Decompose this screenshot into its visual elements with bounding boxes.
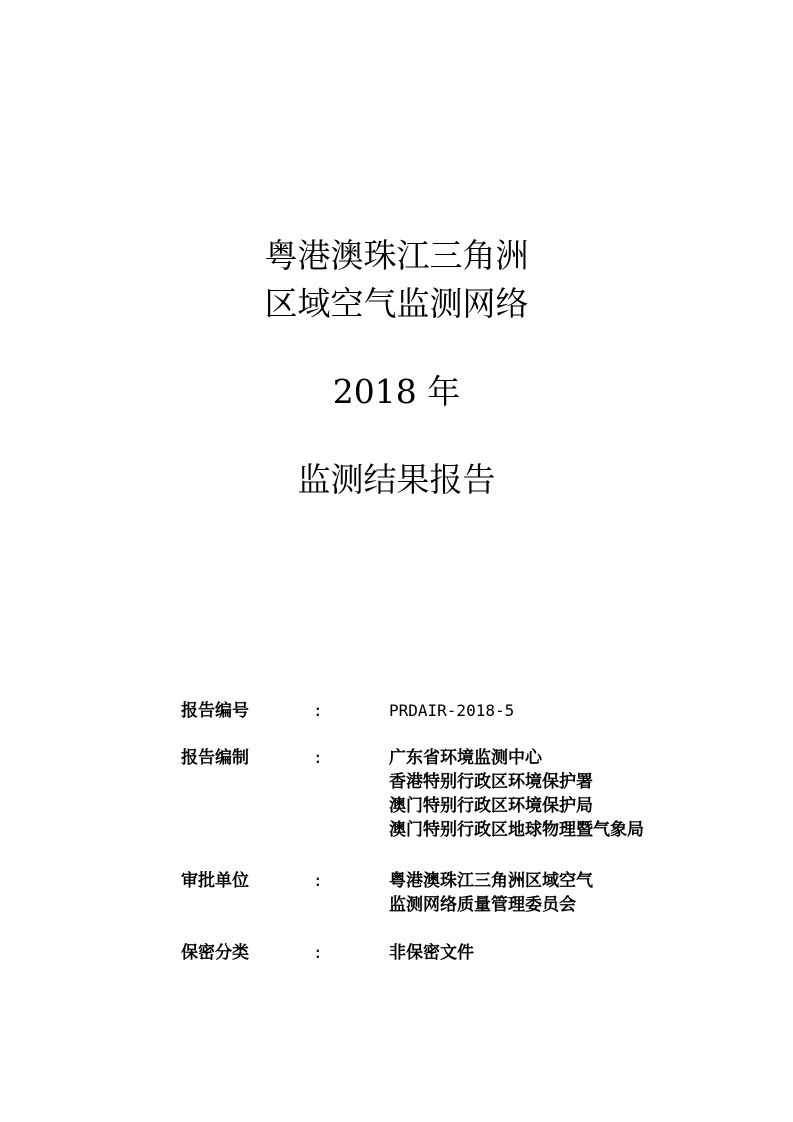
report-name-text: 监测结果报告 [297, 460, 496, 499]
cover-title [0, 232, 793, 328]
cover-report-name [0, 456, 793, 504]
compiled-by-values [389, 746, 644, 842]
approved-by-label: 审批单位 [181, 871, 249, 891]
classification-value: 非保密文件 [389, 943, 474, 963]
approved-by-values [389, 869, 593, 917]
classification-label: 保密分类 [181, 943, 249, 963]
compiled-by-org: 香港特别行政区环境保护署 [389, 772, 593, 792]
classification-values [389, 941, 474, 965]
title-line-1: 粤港澳珠江三角洲 [264, 236, 529, 275]
year-text: 2018 年 [332, 372, 461, 411]
report-number-values [389, 699, 514, 723]
compiled-by-label: 报告编制 [181, 748, 249, 768]
compiled-by-org: 广东省环境监测中心 [389, 748, 542, 768]
approved-by-line: 监测网络质量管理委员会 [389, 895, 576, 915]
compiled-by-colon: : [313, 748, 323, 767]
report-number-label: 报告编号 [181, 701, 249, 721]
classification-colon: : [313, 943, 323, 962]
approved-by-line: 粤港澳珠江三角洲区域空气 [389, 871, 593, 891]
report-number-value: PRDAIR-2018-5 [389, 701, 515, 720]
cover-year [0, 368, 793, 416]
compiled-by-org: 澳门特别行政区地球物理暨气象局 [389, 820, 644, 840]
title-line-2: 区域空气监测网络 [264, 284, 529, 323]
approved-by-colon: : [313, 871, 323, 890]
report-number-colon: : [313, 701, 323, 720]
compiled-by-org: 澳门特别行政区环境保护局 [389, 796, 593, 816]
